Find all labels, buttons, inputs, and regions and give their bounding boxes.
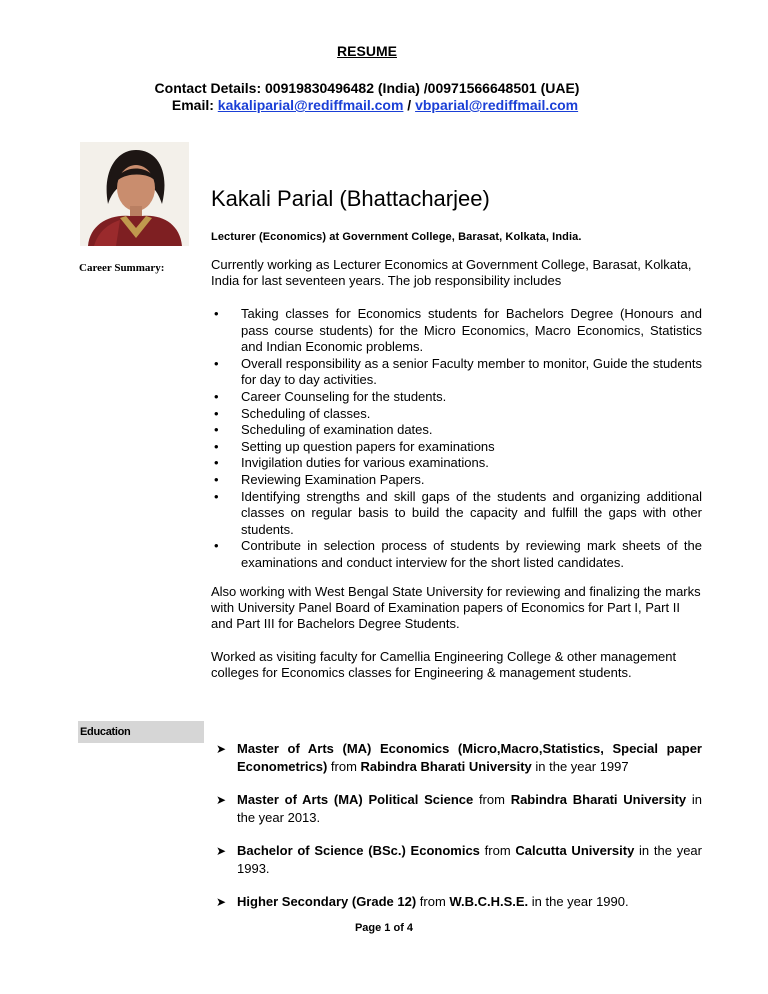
list-item: • Career Counseling for the students. [211,389,702,406]
year: in the year 1993. [237,843,702,876]
portrait-image [80,142,189,246]
email-link-1[interactable]: kakaliparial@rediffmail.com [217,97,404,113]
education-item [216,893,702,911]
email-label: Email: [171,97,214,113]
education-list [216,740,702,926]
education-item [216,791,702,827]
duties-list [211,306,702,572]
degree: Bachelor of Science (BSc.) Economics [237,843,480,858]
degree: Master of Arts (MA) Economics (Micro,Macro,Statistics, Special paper Econometrics) [237,741,702,774]
career-summary-intro: Currently working as Lecturer Economics at Government College, Barasat, Kolkata, India for last seventeen years. The job responsibility includes [211,257,692,288]
education-item [216,740,702,776]
email-line [8,97,742,113]
page-number: Page 1 of 4 [354,922,414,934]
arrow-bullet-icon: ➤ [216,793,227,807]
education-item [216,842,702,878]
arrow-bullet-icon: ➤ [216,742,227,756]
current-position: Lecturer (Economics) at Government College, Barasat, Kolkata, India. [211,231,582,243]
university-paragraph: Also working with West Bengal State University for reviewing and finalizing the marks with University Panel Board of Examination papers of Economics for Part I, Part II and Part III for Bachelors Degree Students. [211,584,701,631]
year: in the year 2013. [237,792,702,825]
arrow-bullet-icon: ➤ [216,895,227,909]
contact-label: Contact Details: [154,80,262,96]
institution: Rabindra Bharati University [360,759,532,774]
arrow-bullet-icon: ➤ [216,844,227,858]
from-text: from [327,759,361,774]
institution: Rabindra Bharati University [510,792,687,807]
degree: Higher Secondary (Grade 12) [237,894,417,909]
institution: Calcutta University [515,843,635,858]
list-item: • Taking classes for Economics students for Bachelors Degree (Honours and pass course students) for the Micro Economics, Macro Economics, Statistics and Indian Economic problems. [211,306,702,356]
candidate-name: Kakali Parial (Bhattacharjee) [211,186,490,211]
list-item: • Invigilation duties for various examinations. [211,455,702,472]
education-label: Education [78,721,204,743]
from-text: from [416,894,450,909]
contact-details [0,80,734,96]
degree: Master of Arts (MA) Political Science [237,792,474,807]
year: in the year 1990. [528,894,629,909]
institution: W.B.C.H.S.E. [449,894,529,909]
list-item: • Overall responsibility as a senior Faculty member to monitor, Guide the students for day to day activities. [211,356,702,389]
year: in the year 1997 [531,759,629,774]
email-link-2[interactable]: vbparial@rediffmail.com [415,97,579,113]
from-text: from [473,792,511,807]
list-item: • Setting up question papers for examinations [211,439,702,456]
list-item: • Reviewing Examination Papers. [211,472,702,489]
list-item: • Scheduling of examination dates. [211,422,702,439]
list-item: • Scheduling of classes. [211,406,702,423]
email-separator: / [407,97,412,113]
career-summary-label: Career Summary: [79,262,165,274]
visiting-faculty-paragraph: Worked as visiting faculty for Camellia Engineering College & other management colleges for Economics classes for Engineering & management students. [211,649,677,680]
resume-title: RESUME [337,43,397,59]
profile-photo [80,142,189,246]
list-item: • Identifying strengths and skill gaps of the students and organizing additional classes on regular basis to build the capacity and fulfill the gaps with other students. [211,489,702,539]
from-text: from [479,843,516,858]
contact-numbers: 00919830496482 (India) /00971566648501 (UAE) [265,80,580,96]
list-item: • Contribute in selection process of students by reviewing mark sheets of the examinations and conduct interview for the short listed candidates. [211,538,702,571]
